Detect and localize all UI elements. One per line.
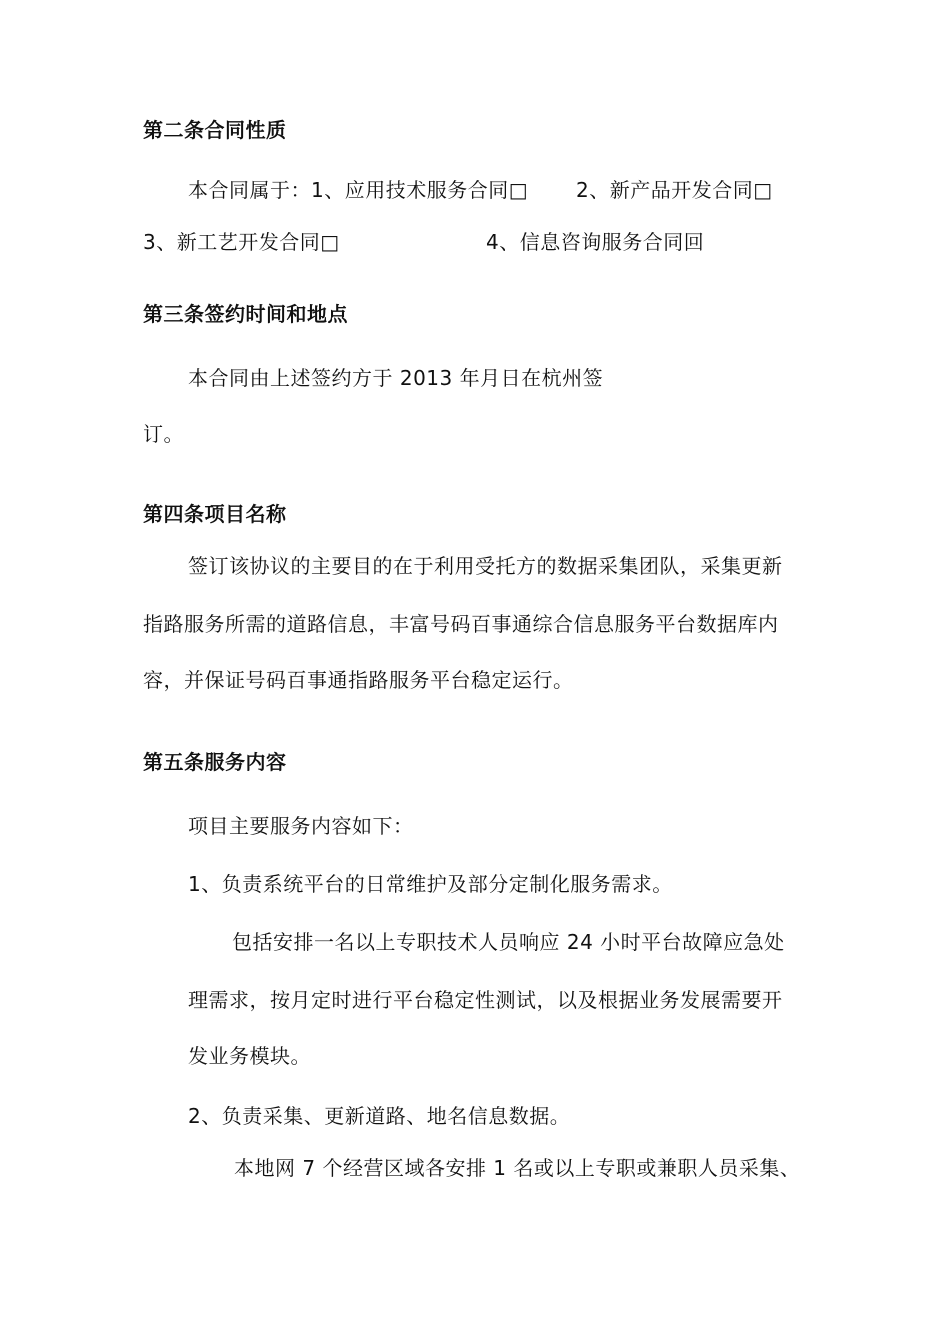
article5-item1-detail-line2: 理需求，按月定时进行平台稳定性测试，以及根据业务发展需要开 — [188, 988, 783, 1012]
article5-item1-detail-line3: 发业务模块。 — [188, 1044, 311, 1068]
article4-line2: 指路服务所需的道路信息，丰富号码百事通综合信息服务平台数据库内 — [143, 612, 779, 636]
article4-heading: 第四条项目名称 — [143, 502, 287, 526]
article2-line2-part1: 3、新工艺开发合同□ — [143, 230, 340, 254]
article5-heading: 第五条服务内容 — [143, 750, 287, 774]
article2-line2-part2: 4、信息咨询服务合同回 — [486, 230, 705, 254]
article4-line3: 容，并保证号码百事通指路服务平台稳定运行。 — [143, 668, 574, 692]
article2-line1-part1: 本合同属于：1、应用技术服务合同□ — [188, 178, 529, 202]
article2-heading: 第二条合同性质 — [143, 118, 287, 142]
article5-item1-detail-line1: 包括安排一名以上专职技术人员响应 24 小时平台故障应急处 — [232, 930, 785, 954]
article5-intro: 项目主要服务内容如下： — [188, 814, 414, 838]
article2-line1-part2: 2、新产品开发合同□ — [576, 178, 773, 202]
article4-line1: 签订该协议的主要目的在于利用受托方的数据采集团队，采集更新 — [188, 554, 783, 578]
article5-item2: 2、负责采集、更新道路、地名信息数据。 — [188, 1104, 571, 1128]
article3-heading: 第三条签约时间和地点 — [143, 302, 348, 326]
article5-item2-detail-line1: 本地网 7 个经营区域各安排 1 名或以上专职或兼职人员采集、 — [234, 1156, 801, 1180]
article5-item1: 1、负责系统平台的日常维护及部分定制化服务需求。 — [188, 872, 673, 896]
article3-line2: 订。 — [143, 422, 184, 446]
article3-line1: 本合同由上述签约方于 2013 年月日在杭州签 — [188, 366, 604, 390]
